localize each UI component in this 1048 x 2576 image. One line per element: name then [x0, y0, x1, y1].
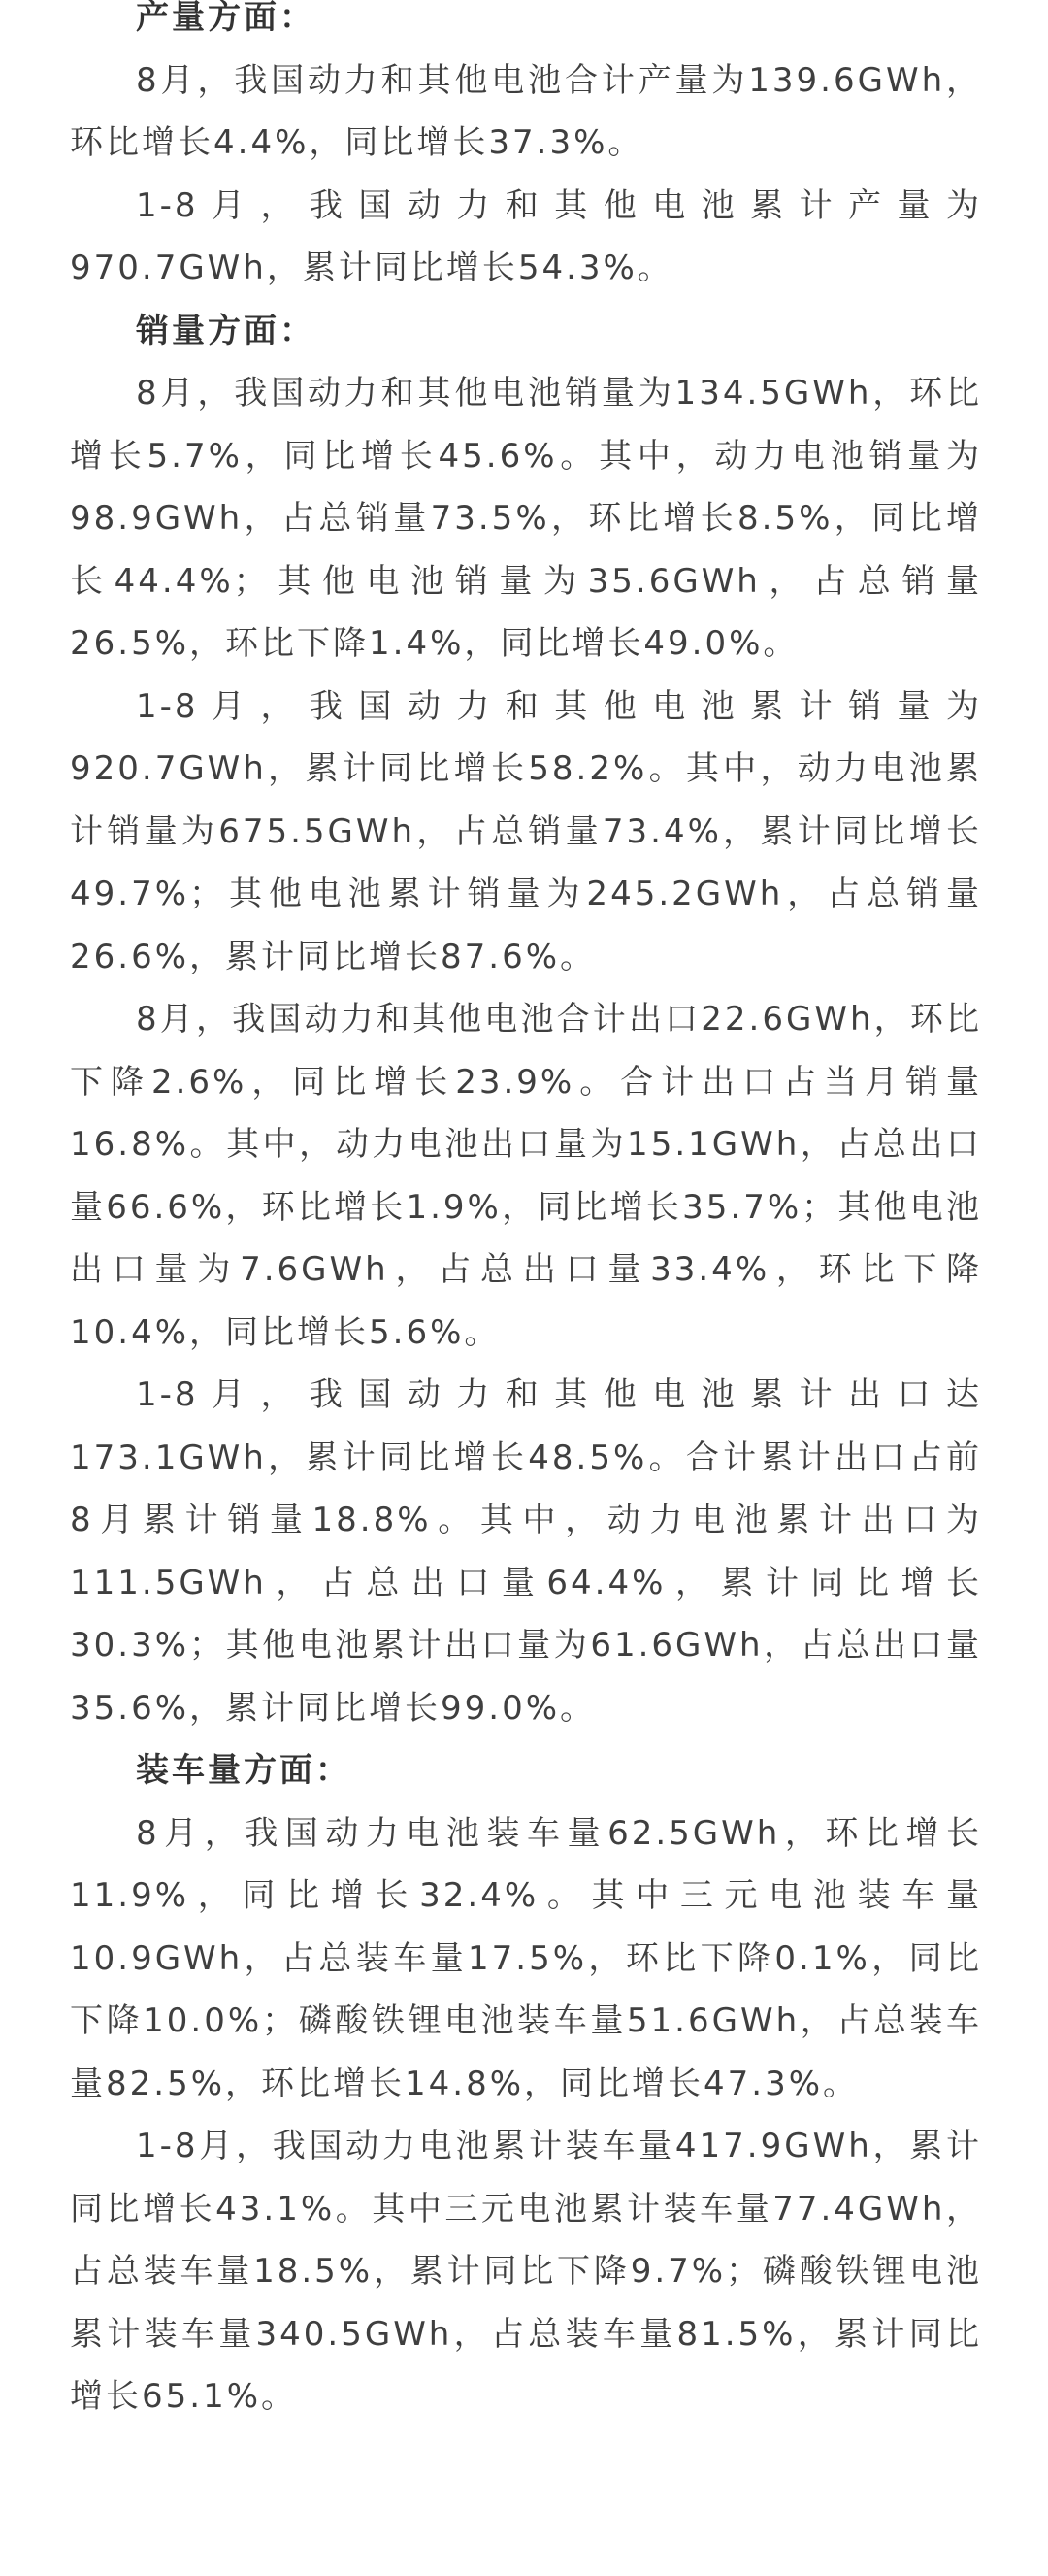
export-paragraph-august: 8月，我国动力和其他电池合计出口22.6GWh，环比下降2.6%，同比增长23.9%。合计出口占当月销量16.8%。其中，动力电池出口量为15.1GWh，占总出口量66.6%，环比增长1.9%，同比增长35.7%；其他电池出口量为7.6GWh，占总出口量33.4%，环比下降10.4%，同比增长5.6%。 [70, 1000, 982, 1352]
export-paragraph-jan-aug: 1-8月，我国动力和其他电池累计出口达173.1GWh，累计同比增长48.5%。合计累计出口占前8月累计销量18.8%。其中，动力电池累计出口为111.5GWh，占总出口量64.4%，累计同比增长30.3%；其他电池累计出口量为61.6GWh，占总出口量35.6%，累计同比增长99.0%。 [70, 1375, 982, 1728]
production-heading: 产量方面： [136, 0, 315, 37]
sales-heading: 销量方面： [136, 311, 315, 350]
installation-paragraph-jan-aug: 1-8月，我国动力电池累计装车量417.9GWh，累计同比增长43.1%。其中三元电池累计装车量77.4GWh，占总装车量18.5%，累计同比下降9.7%；磷酸铁锂电池累计装车量340.5GWh，占总装车量81.5%，累计同比增长65.1%。 [70, 2127, 982, 2416]
production-paragraph-jan-aug: 1-8月，我国动力和其他电池累计产量为970.7GWh，累计同比增长54.3%。 [70, 185, 982, 287]
sales-paragraph-jan-aug: 1-8月，我国动力和其他电池累计销量为920.7GWh，累计同比增长58.2%。其中，动力电池累计销量为675.5GWh，占总销量73.4%，累计同比增长49.7%；其他电池累计销量为245.2GWh，占总销量26.6%，累计同比增长87.6%。 [70, 686, 982, 976]
installation-paragraph-august: 8月，我国动力电池装车量62.5GWh，环比增长11.9%，同比增长32.4%。其中三元电池装车量10.9GWh，占总装车量17.5%，环比下降0.1%，同比下降10.0%；磷酸铁锂电池装车量51.6GWh，占总装车量82.5%，环比增长14.8%，同比增长47.3%。 [70, 1813, 982, 2103]
production-paragraph-august: 8月，我国动力和其他电池合计产量为139.6GWh，环比增长4.4%，同比增长37.3%。 [70, 60, 982, 162]
sales-paragraph-august: 8月，我国动力和其他电池销量为134.5GWh，环比增长5.7%，同比增长45.6%。其中，动力电池销量为98.9GWh，占总销量73.5%，环比增长8.5%，同比增长44.4%；其他电池销量为35.6GWh，占总销量26.5%，环比下降1.4%，同比增长49.0%。 [70, 374, 982, 663]
installation-heading: 装车量方面： [136, 1751, 351, 1790]
